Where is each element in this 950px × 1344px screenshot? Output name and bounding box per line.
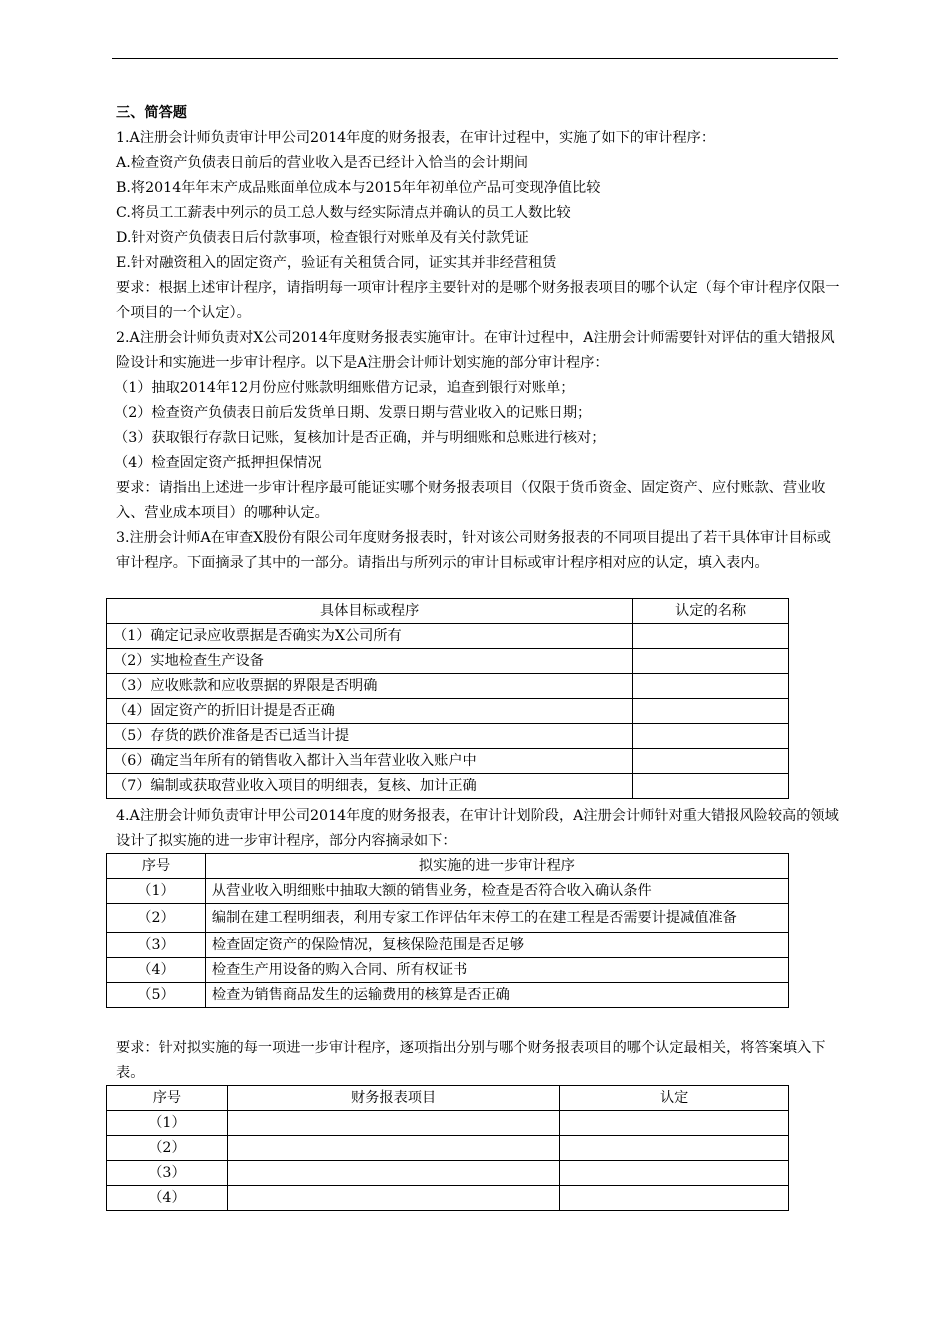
row-number: （2） xyxy=(107,904,206,933)
table-cell: （2）实地检查生产设备 xyxy=(107,649,633,674)
q4-requirement: 要求：针对拟实施的每一项进一步审计程序，逐项指出分别与哪个财务报表项目的哪个认定最相关，将答案填入下表。 xyxy=(116,1040,826,1081)
answer-cell[interactable] xyxy=(560,1186,789,1211)
q2-item: （4）检查固定资产抵押担保情况 xyxy=(114,455,322,471)
q2-requirement: 要求：请指出上述进一步审计程序最可能证实哪个财务报表项目（仅限于货币资金、固定资产、应付账款、营业收入、营业成本项目）的哪种认定。 xyxy=(116,480,826,521)
q3-table xyxy=(106,598,789,799)
header-rule xyxy=(112,58,838,59)
procedure-cell: 检查生产用设备的购入合同、所有权证书 xyxy=(205,958,788,983)
procedure-cell: 检查固定资产的保险情况，复核保险范围是否足够 xyxy=(205,933,788,958)
procedure-cell: 从营业收入明细账中抽取大额的销售业务，检查是否符合收入确认条件 xyxy=(205,879,788,904)
q1-requirement: 要求：根据上述审计程序，请指明每一项审计程序主要针对的是哪个财务报表项目的哪个认定（每个审计程序仅限一个项目的一个认定）。 xyxy=(116,280,840,321)
q4-header-procedure: 拟实施的进一步审计程序 xyxy=(205,854,788,879)
procedure-cell: 检查为销售商品发生的运输费用的核算是否正确 xyxy=(205,983,788,1008)
table-cell: （4）固定资产的折旧计提是否正确 xyxy=(107,699,633,724)
q1-item: E.针对融资租入的固定资产，验证有关租赁合同，证实其并非经营租赁 xyxy=(116,255,557,271)
q4-answer-table xyxy=(106,1085,789,1211)
q1-item: D.针对资产负债表日后付款事项，检查银行对账单及有关付款凭证 xyxy=(116,230,529,246)
answer-cell[interactable] xyxy=(560,1136,789,1161)
q3-header-assertion: 认定的名称 xyxy=(633,599,789,624)
q2-item: （1）抽取2014年12月份应付账款明细账借方记录，追查到银行对账单； xyxy=(114,380,575,396)
answer-cell[interactable] xyxy=(227,1186,559,1211)
answer-header-item: 财务报表项目 xyxy=(227,1086,559,1111)
q4-header-no: 序号 xyxy=(107,854,206,879)
q2-stem: 2.A注册会计师负责对X公司2014年度财务报表实施审计。在审计过程中，A注册会计师需要针对评估的重大错报风险设计和实施进一步审计程序。以下是A注册会计师计划实施的部分审计程序： xyxy=(116,330,835,371)
q3-header-procedure: 具体目标或程序 xyxy=(107,599,633,624)
answer-cell[interactable] xyxy=(633,624,789,649)
answer-cell[interactable] xyxy=(227,1111,559,1136)
table-cell: （7）编制或获取营业收入项目的明细表，复核、加计正确 xyxy=(107,774,633,799)
q4-table xyxy=(106,853,789,1008)
row-number: （4） xyxy=(107,958,206,983)
answer-cell[interactable] xyxy=(633,774,789,799)
row-number: （3） xyxy=(107,1161,228,1186)
answer-cell[interactable] xyxy=(633,699,789,724)
q2-item: （3）获取银行存款日记账，复核加计是否正确，并与明细账和总账进行核对； xyxy=(114,430,606,446)
answer-header-no: 序号 xyxy=(107,1086,228,1111)
table-cell: （3）应收账款和应收票据的界限是否明确 xyxy=(107,674,633,699)
q2-item: （2）检查资产负债表日前后发货单日期、发票日期与营业收入的记账日期； xyxy=(114,405,592,421)
answer-cell[interactable] xyxy=(633,749,789,774)
q1-item: A.检查资产负债表日前后的营业收入是否已经计入恰当的会计期间 xyxy=(116,155,529,171)
table-cell: （5）存货的跌价准备是否已适当计提 xyxy=(107,724,633,749)
answer-cell[interactable] xyxy=(633,724,789,749)
row-number: （1） xyxy=(107,1111,228,1136)
procedure-cell: 编制在建工程明细表，利用专家工作评估年末停工的在建工程是否需要计提减值准备 xyxy=(205,904,788,933)
q4-stem: 4.A注册会计师负责审计甲公司2014年度的财务报表，在审计计划阶段，A注册会计师针对重大错报风险较高的领域设计了拟实施的进一步审计程序，部分内容摘录如下： xyxy=(116,808,839,849)
q1-stem: 1.A注册会计师负责审计甲公司2014年度的财务报表，在审计过程中，实施了如下的审计程序： xyxy=(116,130,716,146)
answer-cell[interactable] xyxy=(560,1111,789,1136)
answer-cell[interactable] xyxy=(227,1161,559,1186)
answer-cell[interactable] xyxy=(560,1161,789,1186)
q1-item: C.将员工工薪表中列示的员工总人数与经实际清点并确认的员工人数比较 xyxy=(116,205,571,221)
row-number: （4） xyxy=(107,1186,228,1211)
section-title: 三、简答题 xyxy=(116,105,187,121)
row-number: （3） xyxy=(107,933,206,958)
table-cell: （6）确定当年所有的销售收入都计入当年营业收入账户中 xyxy=(107,749,633,774)
answer-cell[interactable] xyxy=(227,1136,559,1161)
answer-header-assertion: 认定 xyxy=(560,1086,789,1111)
row-number: （5） xyxy=(107,983,206,1008)
answer-cell[interactable] xyxy=(633,649,789,674)
row-number: （1） xyxy=(107,879,206,904)
document-body xyxy=(116,101,844,576)
q1-item: B.将2014年年末产成品账面单位成本与2015年年初单位产品可变现净值比较 xyxy=(116,180,601,196)
q3-stem: 3.注册会计师A在审查X股份有限公司年度财务报表时，针对该公司财务报表的不同项目提出了若干具体审计目标或审计程序。下面摘录了其中的一部分。请指出与所列示的审计目标或审计程序相对应的认定，填入表内。 xyxy=(116,530,831,571)
table-cell: （1）确定记录应收票据是否确实为X公司所有 xyxy=(107,624,633,649)
answer-cell[interactable] xyxy=(633,674,789,699)
row-number: （2） xyxy=(107,1136,228,1161)
